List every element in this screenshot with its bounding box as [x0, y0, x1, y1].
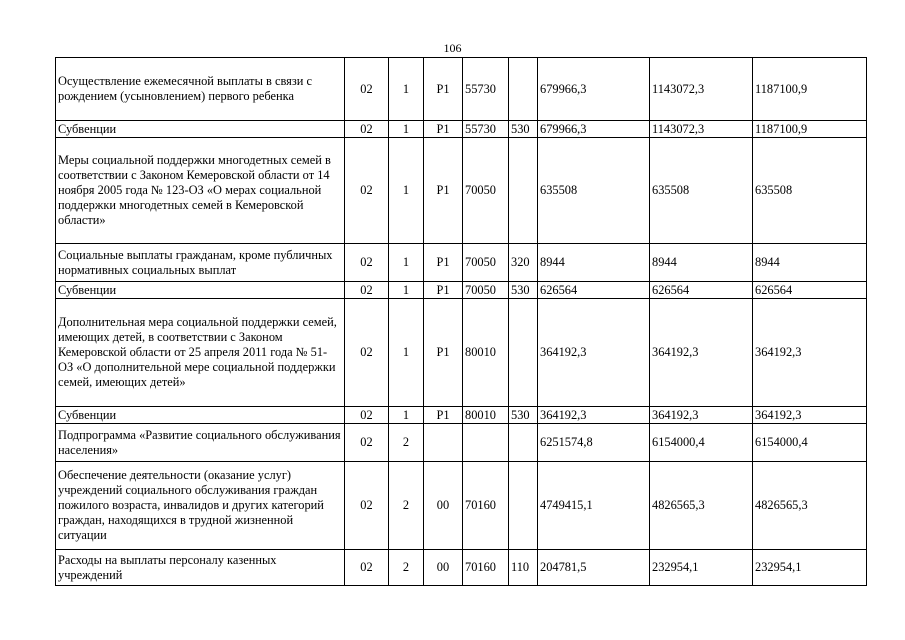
section-code: 02 [345, 462, 389, 550]
article-code: 55730 [463, 58, 509, 121]
amount-year-3: 4826565,3 [753, 462, 867, 550]
row-name: Расходы на выплаты персоналу казенных учреждений [56, 550, 345, 586]
article-code: 70050 [463, 244, 509, 282]
amount-year-3: 1187100,9 [753, 58, 867, 121]
section-code: 02 [345, 121, 389, 138]
program-code: Р1 [424, 282, 463, 299]
amount-year-1: 635508 [538, 138, 650, 244]
amount-year-1: 626564 [538, 282, 650, 299]
amount-year-1: 8944 [538, 244, 650, 282]
program-code: Р1 [424, 58, 463, 121]
amount-year-3: 364192,3 [753, 299, 867, 407]
expense-type-code: 530 [509, 282, 538, 299]
row-name: Субвенции [56, 121, 345, 138]
row-name: Субвенции [56, 407, 345, 424]
section-code: 02 [345, 407, 389, 424]
amount-year-3: 626564 [753, 282, 867, 299]
section-code: 02 [345, 424, 389, 462]
amount-year-2: 626564 [650, 282, 753, 299]
amount-year-1: 4749415,1 [538, 462, 650, 550]
expense-type-code: 320 [509, 244, 538, 282]
article-code: 70160 [463, 550, 509, 586]
row-name: Социальные выплаты гражданам, кроме публичных нормативных социальных выплат [56, 244, 345, 282]
subsection-code: 2 [389, 424, 424, 462]
amount-year-1: 364192,3 [538, 299, 650, 407]
amount-year-1: 679966,3 [538, 58, 650, 121]
program-code: 00 [424, 462, 463, 550]
expense-type-code: 530 [509, 121, 538, 138]
amount-year-2: 1143072,3 [650, 58, 753, 121]
expense-type-code: 110 [509, 550, 538, 586]
amount-year-2: 232954,1 [650, 550, 753, 586]
table-row [56, 58, 867, 121]
row-name: Подпрограмма «Развитие социального обслуживания населения» [56, 424, 345, 462]
section-code: 02 [345, 244, 389, 282]
article-code: 80010 [463, 407, 509, 424]
amount-year-3: 635508 [753, 138, 867, 244]
row-name: Осуществление ежемесячной выплаты в связи с рождением (усыновлением) первого ребенка [56, 58, 345, 121]
article-code: 70050 [463, 282, 509, 299]
section-code: 02 [345, 58, 389, 121]
subsection-code: 1 [389, 121, 424, 138]
amount-year-2: 635508 [650, 138, 753, 244]
program-code: Р1 [424, 138, 463, 244]
subsection-code: 2 [389, 550, 424, 586]
amount-year-3: 8944 [753, 244, 867, 282]
amount-year-2: 364192,3 [650, 299, 753, 407]
section-code: 02 [345, 138, 389, 244]
amount-year-1: 204781,5 [538, 550, 650, 586]
program-code: Р1 [424, 121, 463, 138]
expense-type-code [509, 462, 538, 550]
subsection-code: 1 [389, 407, 424, 424]
program-code: Р1 [424, 299, 463, 407]
section-code: 02 [345, 299, 389, 407]
article-code: 80010 [463, 299, 509, 407]
article-code: 70050 [463, 138, 509, 244]
table-row [56, 462, 867, 550]
expense-type-code [509, 299, 538, 407]
row-name: Дополнительная мера социальной поддержки семей, имеющих детей, в соответствии с Законом Кемеровской области от 25 апреля 2011 года № 51-ОЗ «О дополнительной мере социальной поддержки семей, имеющих детей» [56, 299, 345, 407]
amount-year-2: 364192,3 [650, 407, 753, 424]
program-code: Р1 [424, 244, 463, 282]
table-row [56, 550, 867, 586]
table-row [56, 282, 867, 299]
amount-year-3: 6154000,4 [753, 424, 867, 462]
amount-year-1: 679966,3 [538, 121, 650, 138]
expense-type-code [509, 424, 538, 462]
amount-year-2: 8944 [650, 244, 753, 282]
expense-type-code [509, 138, 538, 244]
row-name: Обеспечение деятельности (оказание услуг) учреждений социального обслуживания граждан пожилого возраста, инвалидов и других категорий граждан, находящихся в трудной жизненной ситуации [56, 462, 345, 550]
amount-year-1: 364192,3 [538, 407, 650, 424]
amount-year-3: 1187100,9 [753, 121, 867, 138]
subsection-code: 1 [389, 58, 424, 121]
amount-year-3: 364192,3 [753, 407, 867, 424]
table-row [56, 299, 867, 407]
program-code: 00 [424, 550, 463, 586]
program-code [424, 424, 463, 462]
table-row [56, 424, 867, 462]
article-code: 55730 [463, 121, 509, 138]
expense-type-code: 530 [509, 407, 538, 424]
amount-year-2: 1143072,3 [650, 121, 753, 138]
amount-year-1: 6251574,8 [538, 424, 650, 462]
section-code: 02 [345, 282, 389, 299]
subsection-code: 1 [389, 282, 424, 299]
amount-year-3: 232954,1 [753, 550, 867, 586]
article-code: 70160 [463, 462, 509, 550]
page-number: 106 [443, 41, 462, 55]
table-row [56, 407, 867, 424]
table-row [56, 121, 867, 138]
subsection-code: 1 [389, 138, 424, 244]
budget-table [55, 57, 867, 586]
article-code [463, 424, 509, 462]
table-row [56, 138, 867, 244]
amount-year-2: 6154000,4 [650, 424, 753, 462]
subsection-code: 2 [389, 462, 424, 550]
subsection-code: 1 [389, 244, 424, 282]
program-code: Р1 [424, 407, 463, 424]
subsection-code: 1 [389, 299, 424, 407]
section-code: 02 [345, 550, 389, 586]
expense-type-code [509, 58, 538, 121]
table-row [56, 244, 867, 282]
row-name: Меры социальной поддержки многодетных семей в соответствии с Законом Кемеровской области от 14 ноября 2005 года № 123-ОЗ «О мерах социальной поддержки многодетных семей в Кемеровской области» [56, 138, 345, 244]
row-name: Субвенции [56, 282, 345, 299]
amount-year-2: 4826565,3 [650, 462, 753, 550]
